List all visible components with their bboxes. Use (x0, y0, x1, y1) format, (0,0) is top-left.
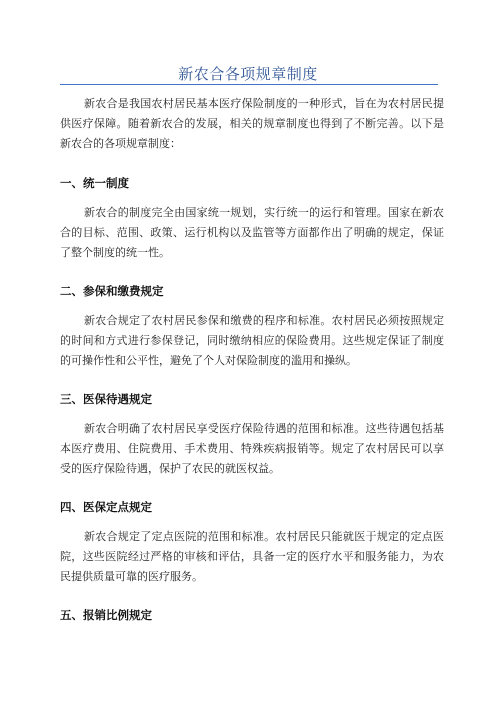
intro-paragraph: 新农合是我国农村居民基本医疗保险制度的一种形式，旨在为农村居民提供医疗保障。随着新农合的发展，相关的规章制度也得到了不断完善。以下是新农合的各项规章制度： (60, 97, 444, 150)
section-body-2: 新农合规定了农村居民参保和缴费的程序和标准。农村居民必须按照规定的时间和方式进行参保登记，同时缴纳相应的保险费用。这些规定保证了制度的可操作性和公平性，避免了个人对保险制度的滥用和操纵。 (60, 314, 444, 367)
section-heading-3: 三、医保待遇规定 (60, 392, 152, 406)
section-body-3: 新农合明确了农村居民享受医疗保险待遇的范围和标准。这些待遇包括基本医疗费用、住院费用、手术费用、特殊疾病报销等。规定了农村居民可以享受的医疗保险待遇，保护了农民的就医权益。 (60, 422, 444, 475)
title-underline (60, 84, 438, 85)
section-body-4: 新农合规定了定点医院的范围和标准。农村居民只能就医于规定的定点医院，这些医院经过严格的审核和评估，具备一定的医疗水平和服务能力，为农民提供质量可靠的医疗服务。 (60, 530, 444, 583)
section-body-1: 新农合的制度完全由国家统一规划，实行统一的运行和管理。国家在新农合的目标、范围、政策、运行机构以及监管等方面都作出了明确的规定，保证了整个制度的统一性。 (60, 206, 444, 259)
section-heading-5: 五、报销比例规定 (60, 608, 152, 622)
section-heading-1: 一、统一制度 (60, 176, 129, 190)
section-heading-2: 二、参保和缴费规定 (60, 284, 164, 298)
document-title: 新农合各项规章制度 (178, 65, 318, 83)
section-heading-4: 四、医保定点规定 (60, 500, 152, 514)
